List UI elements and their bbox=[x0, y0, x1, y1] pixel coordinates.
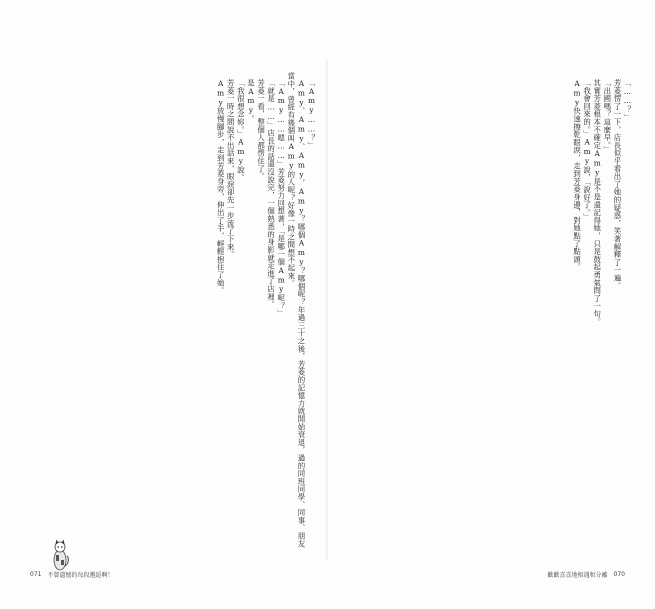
cat-illustration-icon bbox=[50, 538, 70, 572]
paragraph: 芳菱一時之間說不出話來，眼淚卻先一步流了下來。 bbox=[226, 79, 236, 259]
left-footer bbox=[30, 570, 113, 579]
paragraph: 芳菱愣了一下，店長似乎看出了她的疑惑，笑著解釋了一遍。 bbox=[612, 79, 622, 290]
right-text-block bbox=[344, 72, 632, 552]
paragraph: 其實芳菱根本不確定Amy是不是還記得她，只是鼓起勇氣問了一句。 bbox=[592, 79, 602, 326]
paragraph: 是Amy。 bbox=[246, 79, 256, 124]
paragraph: 「Amy……嗯……」芳菱努力回想著，「是哪一個Amy呢？」 bbox=[276, 79, 286, 318]
paragraph: 「我會回來的。」Amy說，「說好了。」 bbox=[582, 79, 592, 222]
paragraph: 「就是……」店長的話還沒說完，一個熟悉的身影就走進了店裡。 bbox=[266, 79, 276, 309]
left-text-block bbox=[34, 72, 316, 552]
paragraph: 「出國嗎？這麼早。」 bbox=[602, 79, 612, 154]
right-page-number: 070 bbox=[613, 571, 625, 578]
right-footer bbox=[548, 570, 625, 579]
paragraph: 芳菱一看，整個人都愣住了。 bbox=[256, 79, 266, 181]
paragraph: 「Amy……？」 bbox=[307, 79, 316, 150]
left-page-number: 071 bbox=[30, 571, 42, 578]
right-running-title: 歡歡喜喜地相遇和分離 bbox=[547, 572, 608, 579]
paragraph: Amy放慢腳步，走到芳菱身旁，伸出了手，輕輕抱住了她。 bbox=[216, 79, 226, 295]
paragraph: 「我很想念妳。」Amy說。 bbox=[236, 79, 246, 182]
left-page bbox=[0, 0, 327, 609]
right-page bbox=[328, 0, 655, 609]
left-running-title: 不曾遺憾的每段邂逅啊！ bbox=[47, 572, 114, 579]
paragraph: 「……？」 bbox=[623, 79, 632, 122]
paragraph: Amy快速擦乾眼淚，走到芳菱身邊，對她點了點頭。 bbox=[572, 79, 582, 272]
paragraph: Amy、Amy、Amy，Amy？哪個Amy？哪個呢？年過三十之後，芳菱的記憶力就開始衰退，過的同班同學、同事、朋友當中，曾經有幾個叫Amy的人呢？好像一時之間想不起來。 bbox=[286, 72, 306, 548]
